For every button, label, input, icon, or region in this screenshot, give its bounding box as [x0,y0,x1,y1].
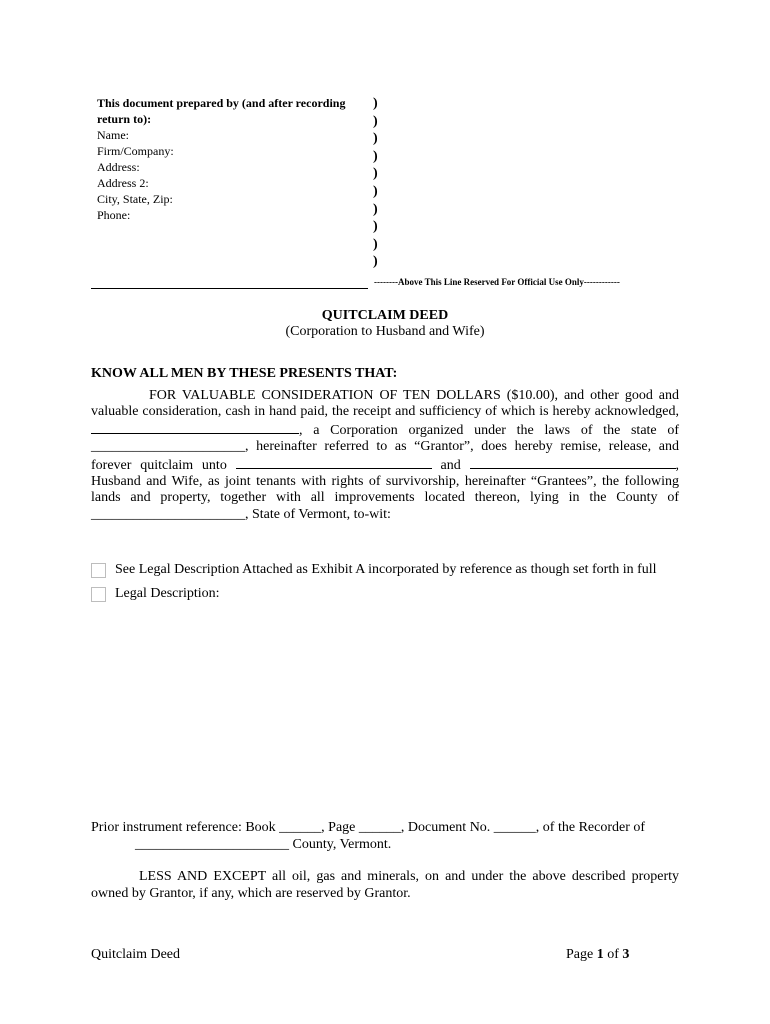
grantor-name-blank[interactable] [91,421,299,434]
paren: ) [373,131,378,147]
grantee2-name-blank[interactable] [470,456,676,469]
grantees-text: , Husband and Wife, as joint tenants with rights of survivorship, hereinafter “Grantees”, the following lands and property, together with all improvements located thereon, lying in the County of [91,457,680,506]
consideration-paragraph [91,388,679,523]
exhibit-checkbox[interactable] [91,563,106,578]
paren: ) [373,96,378,111]
prepared-by-label: This document prepared by (and after recording return to): [97,96,346,126]
current-page: 1 [596,947,604,962]
document-title: QUITCLAIM DEED [321,308,449,323]
paren: ) [373,166,378,182]
grantor-text: ______________________, hereinafter referred to as “Grantor”, does hereby remise, release, and forever quitclaim unto [91,439,679,473]
legal-description-label: Legal Description: [115,586,220,601]
paren: ) [373,183,378,199]
address-field-label: Address: [97,160,140,174]
name-field-label: Name: [97,128,129,142]
legal-description-option[interactable] [91,586,220,602]
know-all-men-heading: KNOW ALL MEN BY THESE PRESENTS THAT: [91,366,398,381]
prior-reference-line2: ______________________ County, Vermont. [135,837,392,852]
page-prefix: Page [566,947,594,962]
firm-field-label: Firm/Company: [97,144,174,158]
paren: ) [373,236,378,252]
address2-field-label: Address 2: [97,176,149,190]
and-text: and [440,457,461,473]
consideration-text: FOR VALUABLE CONSIDERATION OF TEN DOLLARS ($10.00), and other good and valuable consideration, cash in hand paid, the receipt and sufficiency of which is hereby acknowledged, [91,388,679,420]
less-and-except-paragraph [91,868,679,902]
document-subtitle: (Corporation to Husband and Wife) [285,324,485,339]
paren-column [373,95,378,271]
total-pages: 3 [622,947,630,962]
prior-instrument-reference [91,819,681,853]
county-state-text: ______________________, State of Vermont, to-wit: [91,506,391,522]
page-of: of [607,947,619,962]
less-and-except-text: LESS AND EXCEPT all oil, gas and minerals, on and under the above described property owned by Grantor, if any, which are reserved by Grantor. [91,869,679,901]
preparer-block [97,95,367,223]
grantee1-name-blank[interactable] [236,456,432,469]
prior-reference-line1: Prior instrument reference: Book ______, Page ______, Document No. ______, of the Recorder of [91,820,646,835]
city-state-zip-field-label: City, State, Zip: [97,192,173,206]
phone-field-label: Phone: [97,208,131,222]
exhibit-label: See Legal Description Attached as Exhibit A incorporated by reference as though set forth in full [115,562,657,577]
paren: ) [373,113,378,129]
reserved-line-label: --------Above This Line Reserved For Official Use Only------------ [374,277,620,287]
paren: ) [373,201,378,217]
corporation-text: , a Corporation organized under the laws of the state of [299,422,679,438]
paren: ) [373,148,378,164]
exhibit-option[interactable] [91,562,657,578]
legal-description-checkbox[interactable] [91,587,106,602]
paren: ) [373,254,378,270]
preparer-signature-line [91,288,368,289]
footer-document-name: Quitclaim Deed [91,947,181,962]
document-title-block [0,308,770,340]
footer-page-number [566,947,629,963]
paren: ) [373,219,378,235]
